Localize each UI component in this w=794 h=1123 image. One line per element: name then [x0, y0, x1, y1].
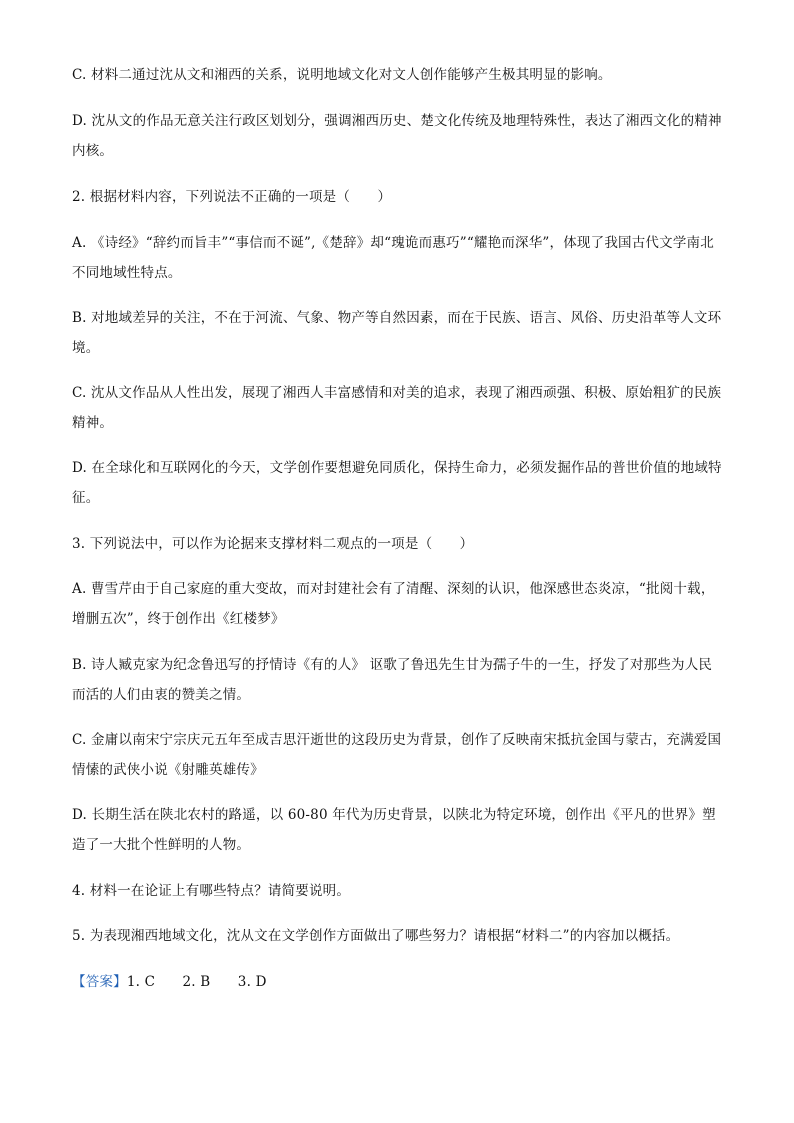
- option-1c: C. 材料二通过沈从文和湘西的关系，说明地域文化对文人创作能够产生极其明显的影响。: [72, 67, 612, 83]
- option-3b: B. 诗人臧克家为纪念鲁迅写的抒情诗《有的人》 讴歌了鲁迅先生甘为孺子牛的一生，抒发了对那些为人民而活的人们由衷的赞美之情。: [72, 657, 713, 703]
- question-4: 4. 材料一在论证上有哪些特点？请简要说明。: [72, 883, 351, 899]
- option-2c: C. 沈从文作品从人性出发，展现了湘西人丰富感情和对美的追求，表现了湘西顽强、积极、原始粗犷的民族精神。: [72, 385, 722, 431]
- question-3: 3. 下列说法中，可以作为论据来支撑材料二观点的一项是（ ）: [72, 536, 474, 552]
- answer-values: 1. C 2. B 3. D: [126, 974, 267, 990]
- answer-line: [72, 967, 722, 997]
- option-1d: D. 沈从文的作品无意关注行政区划划分，强调湘西历史、楚文化传统及地理特殊性，表达了湘西文化的精神内核。: [72, 113, 722, 159]
- option-3c: C. 金庸以南宋宁宗庆元五年至成吉思汗逝世的这段历史为背景，创作了反映南宋抵抗金国与蒙古，充满爱国情愫的武侠小说《射雕英雄传》: [72, 732, 722, 778]
- option-2d: D. 在全球化和互联网化的今天，文学创作要想避免同质化，保持生命力，必须发掘作品的普世价值的地域特征。: [72, 460, 722, 506]
- option-2a: A. 《诗经》“辞约而旨丰”“事信而不诞”,《楚辞》却“瑰诡而惠巧”“耀艳而深华”，体现了我国古代文学南北不同地域性特点。: [72, 235, 714, 281]
- answer-label: 【答案】: [72, 974, 127, 990]
- option-3d: D. 长期生活在陕北农村的路遥，以 60-80 年代为历史背景，以陕北为特定环境，创作出《平凡的世界》塑造了一大批个性鲜明的人物。: [72, 807, 716, 853]
- option-2b: B. 对地域差异的关注，不在于河流、气象、物产等自然因素，而在于民族、语言、风俗、历史沿革等人文环境。: [72, 310, 722, 356]
- option-3a: A. 曹雪芹由于自己家庭的重大变故，而对封建社会有了清醒、深刻的认识，他深感世态炎凉，“批阅十载，增删五次”，终于创作出《红楼梦》: [72, 581, 715, 627]
- question-2: 2. 根据材料内容，下列说法不正确的一项是（ ）: [72, 189, 392, 205]
- question-5: 5. 为表现湘西地域文化，沈从文在文学创作方面做出了哪些努力？请根据“材料二”的内容加以概括。: [72, 928, 680, 944]
